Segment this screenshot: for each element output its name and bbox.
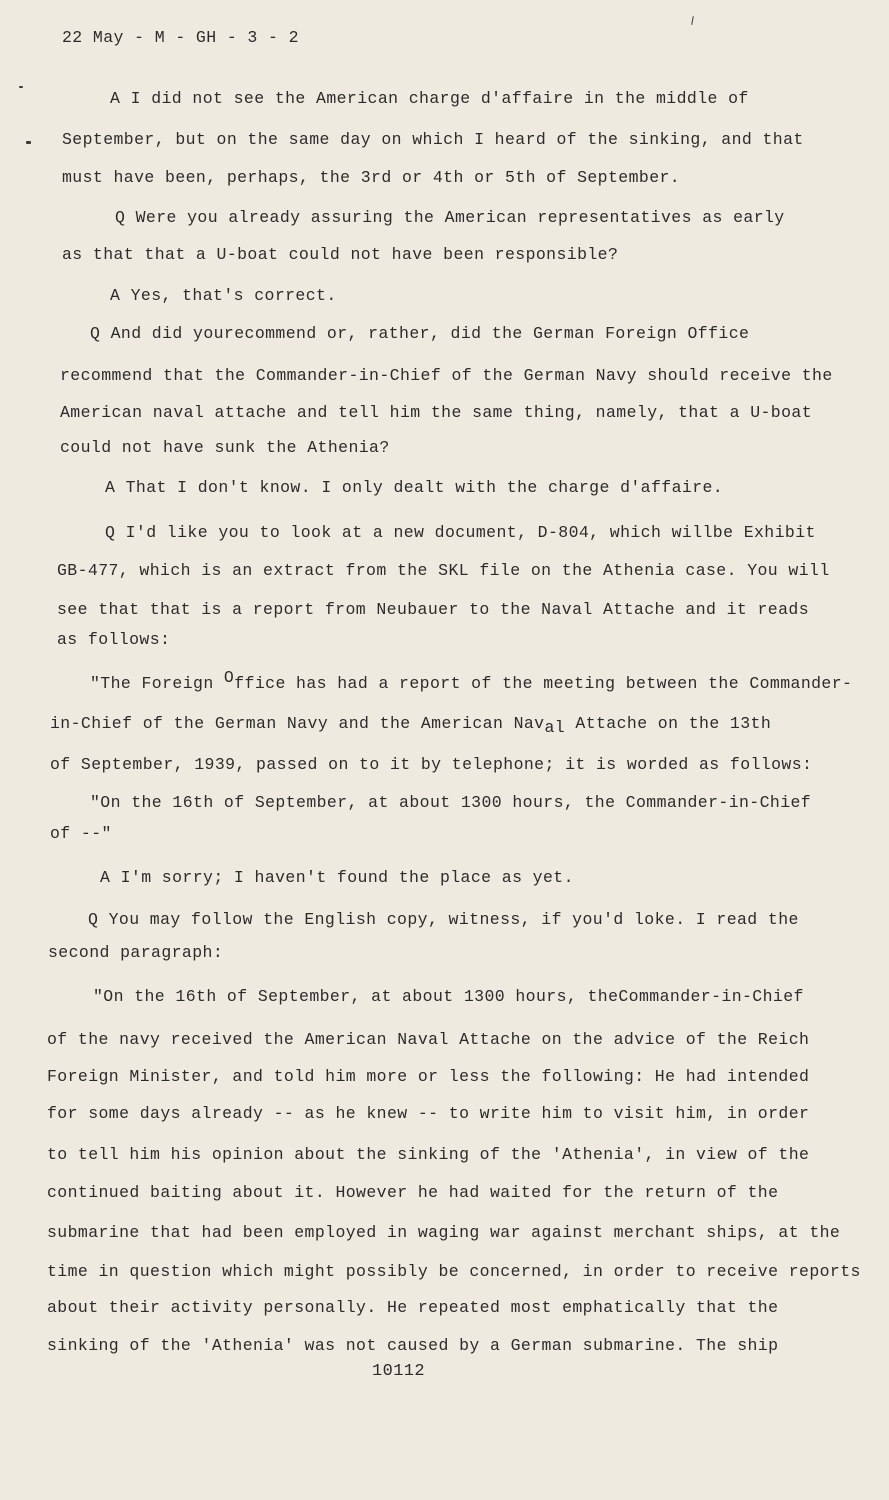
overtyped-letter: O [223,668,235,687]
quoted-line: submarine that had been employed in waging war against merchant ships, at the [47,1223,841,1242]
text-line: A Yes, that's correct. [110,286,337,305]
text-line: A I'm sorry; I haven't found the place as yet. [100,868,574,887]
quoted-line: "On the 16th of September, at about 1300 hours, the Commander-in-Chief [90,793,812,812]
quoted-line: of the navy received the American Naval Attache on the advice of the Reich [47,1030,810,1049]
quoted-line: of --" [50,824,112,843]
text-line: American naval attache and tell him the same thing, namely, that a U-boat [60,403,813,422]
text-line: Q You may follow the English copy, witness, if you'd loke. I read the [88,910,799,929]
text-line: Q Were you already assuring the American representatives as early [115,208,785,227]
quote-fragment: in-Chief of the German Navy and the American [50,714,514,733]
text-line: must have been, perhaps, the 3rd or 4th or 5th of September. [62,168,681,187]
text-line: as that that a U-boat could not have been responsible? [62,245,619,264]
text-line: GB-477, which is an extract from the SKL file on the Athenia case. You will [57,561,830,580]
quoted-line: time in question which might possibly be concerned, in order to receive reports [47,1262,861,1281]
text-line: Q And did yourecommend or, rather, did the German Foreign Office [90,324,750,343]
left-margin-dot [26,141,31,144]
quoted-line [50,714,772,737]
quoted-line: continued baiting about it. However he had waited for the return of the [47,1183,779,1202]
page-number: 10112 [372,1362,426,1381]
text-line: second paragraph: [48,943,224,962]
quoted-line: to tell him his opinion about the sinking of the 'Athenia', in view of the [47,1145,810,1164]
page-header-ref: 22 May - M - GH - 3 - 2 [62,28,299,47]
quote-fragment: Nav [513,714,545,733]
left-margin-tick [19,86,23,88]
quoted-line [90,668,853,694]
text-line: see that that is a report from Neubauer to the Naval Attache and it reads [57,600,810,619]
quote-fragment: Attache on the 13th [565,714,772,733]
quoted-line: about their activity personally. He repeated most emphatically that the [47,1298,779,1317]
text-line: A I did not see the American charge d'affaire in the middle of [110,89,749,108]
quoted-line: "On the 16th of September, at about 1300 hours, theCommander-in-Chief [93,987,804,1006]
quoted-line: for some days already -- as he knew -- to write him to visit him, in order [47,1104,810,1123]
text-line: September, but on the same day on which I heard of the sinking, and that [62,130,804,149]
text-line: could not have sunk the Athenia? [60,438,390,457]
quoted-line: sinking of the 'Athenia' was not caused by a German submarine. The ship [47,1336,779,1355]
quoted-line: Foreign Minister, and told him more or less the following: He had intended [47,1067,810,1086]
quote-fragment: ffice has had a report of the meeting between the Commander- [234,674,853,693]
text-line: A That I don't know. I only dealt with the charge d'affaire. [105,478,724,497]
quoted-line: of September, 1939, passed on to it by telephone; it is worded as follows: [50,755,813,774]
top-right-tick [691,16,694,25]
quote-fragment: "The Foreign [90,674,224,693]
dropped-letters: al [544,718,566,737]
text-line: recommend that the Commander-in-Chief of the German Navy should receive the [60,366,833,385]
text-line: Q I'd like you to look at a new document, D-804, which willbe Exhibit [105,523,816,542]
text-line: as follows: [57,630,171,649]
